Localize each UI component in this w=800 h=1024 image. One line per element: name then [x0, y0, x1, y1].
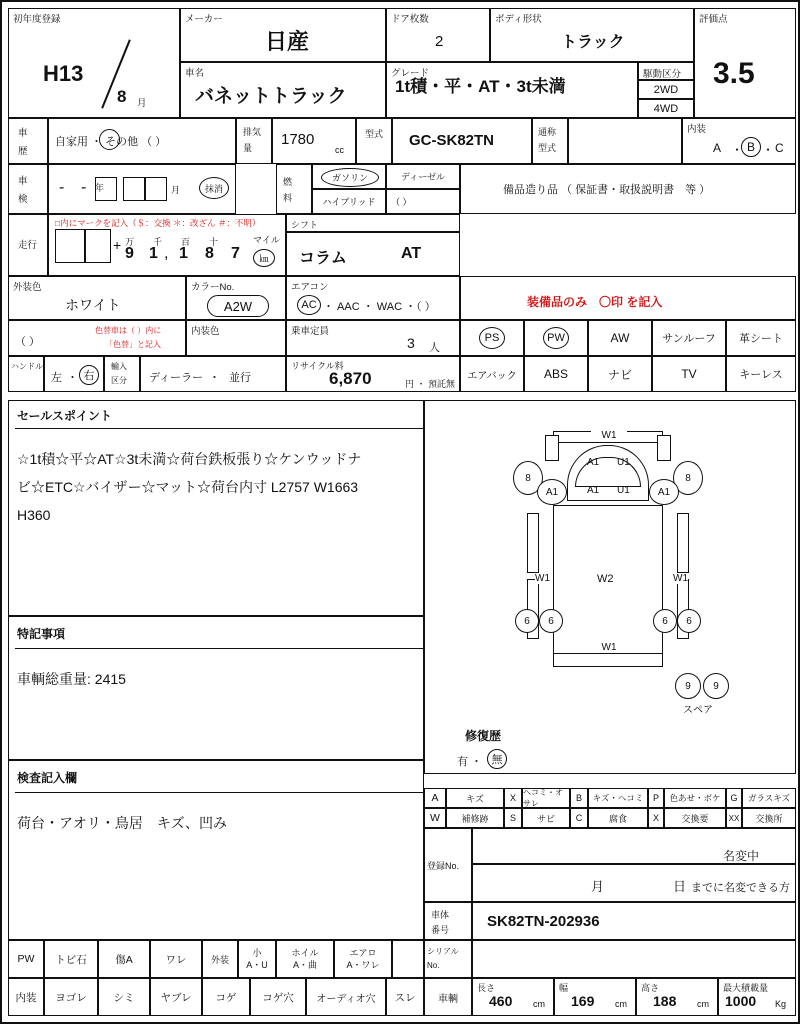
displacement-label-2: 量: [243, 143, 253, 153]
load-cell: [718, 978, 796, 1016]
diagram-wheel-fl: 8: [513, 461, 543, 495]
shaken-box-3: [145, 177, 167, 201]
color-change-paren: （ ）: [15, 336, 41, 348]
displacement-label-cell: [236, 118, 272, 164]
legend-w-val: 補修跡: [446, 808, 504, 828]
recycle-value: 6,870: [329, 369, 372, 388]
mileage-digit-4: 7: [231, 245, 240, 262]
import-value-cell: [140, 356, 286, 392]
diagram-label-w1-bottom: W1: [591, 641, 627, 653]
handle-label-1: ハンドル: [11, 362, 43, 371]
equip-keyless[interactable]: キーレス: [726, 356, 796, 392]
shaken-label-1: 車: [18, 176, 28, 187]
diagram-label-a1-2: A1: [587, 485, 600, 496]
footer-koge[interactable]: コゲ: [202, 978, 250, 1016]
chassis-label-1: 車体: [431, 910, 450, 920]
sales-point-title: セールスポイント: [17, 409, 112, 423]
mileage-note: □内にマークを記入（＄：交換 ＊：改ざん ＃：不明）: [55, 218, 261, 228]
footer-sure[interactable]: スレ: [386, 978, 424, 1016]
repair-title: 修復歴: [465, 729, 502, 743]
footer-ware[interactable]: ワレ: [150, 940, 202, 978]
shaken-label-2: 検: [18, 194, 28, 205]
diagram-panel-fl: A1: [537, 479, 567, 505]
length-unit: cm: [533, 999, 545, 1009]
interior-dot-1: ・: [731, 143, 744, 157]
footer-aero-top: エアロ: [349, 948, 377, 958]
mileage-digit-1: 1: [149, 245, 158, 262]
footer-kogeana[interactable]: コゲ穴: [250, 978, 306, 1016]
width-unit: cm: [615, 999, 627, 1009]
equipment-note: 装備品のみ 〇印 を記入: [527, 295, 663, 309]
diagram-small-l2: 6: [539, 609, 563, 633]
handle-right: 右: [79, 365, 99, 385]
footer-pw-label: PW: [8, 940, 44, 978]
legend-s-key: S: [504, 808, 522, 828]
interior-color-cell: [186, 320, 286, 356]
name-change-day: 日: [673, 879, 687, 894]
grade-value: 1t積・平・AT・3t未満: [395, 77, 566, 96]
sales-point-line-2: ビ☆ETC☆バイザー☆マット☆荷台内寸 L2757 W1663: [17, 479, 359, 495]
history-selected-circle: [99, 129, 120, 150]
legend-xx-key: XX: [726, 808, 742, 828]
diagram-side-right-panel: [677, 513, 689, 573]
diagram-small-r1: 6: [653, 609, 677, 633]
carname-value: バネットトラック: [195, 86, 347, 107]
mileage-label-1: 走行: [18, 240, 38, 251]
legend-xx-val: 交換所: [742, 808, 796, 828]
model-value: GC-SK82TN: [409, 132, 495, 149]
chassis-label-2: 番号: [431, 925, 450, 935]
shaken-dash-2: -: [81, 179, 87, 196]
exterior-color-value: ホワイト: [65, 297, 121, 313]
aircon-selected: AC: [297, 295, 321, 315]
mileage-sep-man: 万: [125, 237, 135, 247]
footer-yabure[interactable]: ヤブレ: [150, 978, 202, 1016]
shift-value: コラム: [299, 250, 347, 267]
serial-label-1: シリアル: [427, 947, 459, 956]
footer-gaisou-label: 外装: [202, 940, 238, 978]
fuel-label-1: 燃: [283, 177, 293, 187]
capacity-value: 3: [407, 335, 415, 351]
mileage-sep-sen: 千: [153, 237, 163, 247]
import-label-2: 区分: [111, 376, 127, 385]
mileage-digit-2: 1: [179, 245, 188, 262]
drive-label-cell: [638, 62, 694, 80]
mileage-sep-hyaku: 百: [181, 237, 191, 247]
footer-ext-small-top: 小: [252, 948, 262, 958]
capacity-unit: 人: [429, 342, 440, 354]
first-registration-label: 初年度登録: [13, 14, 61, 25]
fuel-gasoline: ガソリン: [321, 168, 379, 187]
doors-label: ドア枚数: [391, 14, 429, 25]
displacement-value: 1780: [281, 131, 315, 148]
doors-cell: [386, 8, 490, 62]
diagram-front-left-corner: [545, 435, 559, 461]
fuel-diesel: ディーゼル: [386, 164, 460, 189]
exterior-color-cell: [8, 276, 186, 320]
legend-x2-key: X: [648, 808, 664, 828]
mileage-label-cell: [8, 214, 48, 276]
fuel-label-cell: [276, 164, 312, 214]
diagram-spare-2: 9: [703, 673, 729, 699]
shaken-box-2: [123, 177, 145, 201]
mileage-unit-mile: マイル: [253, 235, 280, 245]
interior-dot-2: ・: [762, 143, 775, 157]
history-label-1: 車: [18, 128, 28, 139]
mileage-comma: ,: [164, 245, 169, 262]
mileage-box-0: [55, 229, 85, 263]
mileage-digit-0: 9: [125, 245, 134, 262]
fuel-gasoline-cell: [312, 164, 386, 189]
registration-label-cell: [424, 828, 472, 902]
shift-at: AT: [401, 245, 422, 262]
registration-year: H13: [43, 61, 84, 86]
diagram-label-w1-left: W1: [535, 573, 550, 584]
drive-2wd: 2WD: [638, 80, 694, 99]
inspection-title: 検査記入欄: [17, 771, 78, 785]
equip-leather[interactable]: 革シート: [726, 320, 796, 356]
mileage-box-1: [85, 229, 111, 263]
name-change-month: 月: [591, 879, 605, 894]
drive-4wd: 4WD: [638, 99, 694, 118]
interior-option-b: B: [741, 137, 761, 157]
registration-label: 登録No.: [427, 861, 460, 871]
recycle-label: リサイクル料: [291, 361, 344, 371]
legend-c-val: 腐食: [588, 808, 648, 828]
shaken-value-cell: [48, 164, 236, 214]
import-dealer: ディーラー: [149, 372, 204, 384]
model-value-cell: [392, 118, 532, 164]
accessory-text: 備品造り品 （ 保証書・取扱説明書 等 ）: [503, 184, 711, 196]
footer-wheel-top: ホイル: [291, 948, 319, 958]
aircon-label: エアコン: [291, 282, 329, 293]
diagram-side-left-panel: [527, 513, 539, 573]
diagram-small-r2: 6: [677, 609, 701, 633]
mileage-plus: +: [113, 237, 122, 253]
score-value: 3.5: [713, 57, 755, 90]
chassis-value-cell: [472, 902, 796, 940]
sales-point-line-3: H360: [17, 507, 51, 523]
footer-ext-small-bottom: A・U: [246, 960, 268, 970]
length-label: 長さ: [477, 983, 496, 993]
common-model-label-cell: [532, 118, 568, 164]
footer-kizua[interactable]: 傷A: [98, 940, 150, 978]
shaken-year-unit: 年: [95, 183, 105, 193]
footer-yogore[interactable]: ヨゴレ: [44, 978, 98, 1016]
serial-label-cell: [424, 940, 472, 978]
height-unit: cm: [697, 999, 709, 1009]
name-change-date-cell: [472, 864, 796, 902]
fuel-other: （ ）: [386, 189, 460, 214]
first-registration-cell: [8, 8, 180, 118]
length-cell: [472, 978, 554, 1016]
repair-options: 有 ・: [457, 756, 483, 768]
chassis-value: SK82TN-202936: [487, 913, 600, 930]
diagram-panel-fr: A1: [649, 479, 679, 505]
equipment-note-cell: [460, 276, 796, 320]
equip-pw-label: PW: [543, 327, 569, 349]
special-note-title: 特記事項: [17, 627, 66, 641]
diagram-label-a1-1: A1: [587, 457, 600, 468]
diagram-label-u1-1: U1: [617, 457, 630, 468]
legend-g-key: G: [726, 788, 742, 808]
maker-cell: [180, 8, 386, 62]
aircon-cell: [286, 276, 460, 320]
mileage-sep-juu: 十: [209, 237, 219, 247]
mileage-digit-3: 8: [205, 245, 214, 262]
footer-naisou-label: 内装: [8, 978, 44, 1016]
color-no-value: A2W: [207, 295, 269, 317]
import-label-cell: [104, 356, 140, 392]
maker-label: メーカー: [185, 14, 223, 25]
diagram-label-w1-right: W1: [673, 573, 688, 584]
equip-airbag[interactable]: エアバック: [460, 356, 524, 392]
load-value: 1000: [725, 993, 757, 1009]
equip-sunroof[interactable]: サンルーフ: [652, 320, 726, 356]
diagram-wheel-fr: 8: [673, 461, 703, 495]
recycle-cell: [286, 356, 460, 392]
legend-a-key: A: [424, 788, 446, 808]
common-model-label-1: 通称: [538, 127, 557, 137]
footer-aero[interactable]: [334, 940, 392, 978]
shaken-dash-1: -: [59, 179, 65, 196]
legend-w-key: W: [424, 808, 446, 828]
fuel-hybrid: ハイブリッド: [312, 189, 386, 214]
mileage-unit-km: ㎞: [253, 249, 275, 267]
displacement-unit: cc: [335, 145, 344, 155]
shaken-nashi: 抹消: [199, 177, 229, 199]
capacity-label: 乗車定員: [291, 326, 330, 337]
equip-pw[interactable]: [524, 320, 588, 356]
color-no-cell: [186, 276, 286, 320]
import-dot: ・: [209, 372, 220, 384]
registration-month-unit: 月: [137, 98, 147, 109]
carname-cell: [180, 62, 386, 118]
height-label: 高さ: [641, 983, 660, 993]
shaken-month-unit: 月: [171, 185, 181, 195]
score-label: 評価点: [699, 14, 728, 25]
shift-label: シフト: [291, 220, 319, 230]
interior-color-label: 内装色: [191, 326, 220, 337]
special-note-line-1: 車輌総重量: 2415: [17, 671, 126, 687]
legend-x-val: ヘコミ・オサレ: [522, 788, 570, 808]
width-cell: [554, 978, 636, 1016]
footer-wheel-bottom: A・曲: [292, 960, 317, 970]
serial-label-2: No.: [427, 961, 440, 970]
capacity-cell: [286, 320, 460, 356]
footer-tobiishi[interactable]: トビ石: [44, 940, 98, 978]
footer-blank-1: [392, 940, 424, 978]
chassis-label-cell: [424, 902, 472, 940]
interior-option-c: C: [775, 141, 784, 155]
load-unit: Kg: [775, 999, 787, 1009]
footer-audio-ana[interactable]: オーディオ穴: [306, 978, 386, 1016]
common-model-label-2: 型式: [538, 143, 557, 153]
interior-cell: [682, 118, 796, 164]
handle-value-cell: [44, 356, 104, 392]
vehicle-diagram: [424, 400, 796, 774]
displacement-label-1: 排気: [243, 127, 262, 137]
name-change-tail: までに名変できる方: [691, 882, 790, 894]
displacement-value-cell: [272, 118, 356, 164]
legend-p-val: 色あせ・ボケ: [664, 788, 726, 808]
interior-label: 内装: [687, 124, 707, 135]
body-type-value: トラック: [561, 34, 625, 51]
inspection-cell: [8, 760, 424, 940]
length-value: 460: [489, 993, 513, 1009]
diagram-label-w2: W2: [597, 573, 614, 585]
shift-value-cell: [286, 232, 460, 276]
diagram-label-u1-2: U1: [617, 485, 630, 496]
equip-ps[interactable]: [460, 320, 524, 356]
equip-navi[interactable]: ナビ: [588, 356, 652, 392]
legend-g-val: ガラスキズ: [742, 788, 796, 808]
footer-ext-small[interactable]: [238, 940, 276, 978]
diagram-small-l1: 6: [515, 609, 539, 633]
grade-cell: [386, 62, 638, 118]
doors-value: 2: [435, 33, 444, 50]
history-value: 自家用 ・ その他 （ ）: [55, 136, 167, 148]
repair-selected: 無: [487, 749, 507, 769]
import-parallel: 並行: [229, 372, 251, 384]
color-no-label: カラーNo.: [191, 282, 235, 293]
history-label-cell: [8, 118, 48, 164]
width-label: 幅: [559, 983, 569, 993]
width-value: 169: [571, 993, 595, 1009]
legend-p-key: P: [648, 788, 664, 808]
equip-abs[interactable]: ABS: [524, 356, 588, 392]
handle-label-cell: [8, 356, 44, 392]
aircon-options: ・ AAC ・ WAC ・（ ）: [323, 301, 436, 313]
height-value: 188: [653, 993, 677, 1009]
body-type-label: ボディ形状: [495, 14, 542, 25]
special-note-cell: [8, 616, 424, 760]
drive-label: 駆動区分: [643, 69, 682, 80]
dims-label: 車輌: [424, 978, 472, 1016]
model-label-cell: [356, 118, 392, 164]
legend-s-val: サビ: [522, 808, 570, 828]
accessory-cell: [460, 164, 796, 214]
diagram-rear-panel: [553, 653, 663, 667]
legend-x2-val: 交換要: [664, 808, 726, 828]
equip-tv[interactable]: TV: [652, 356, 726, 392]
body-type-cell: [490, 8, 694, 62]
registration-month: 8: [117, 87, 127, 106]
legend-x-key: X: [504, 788, 522, 808]
footer-aero-bottom: A・ワレ: [346, 960, 380, 970]
handle-dot: ・: [67, 372, 78, 384]
recycle-unit: 円 ・ 預託無: [405, 379, 456, 389]
handle-left: 左: [51, 372, 62, 384]
score-cell: [694, 8, 796, 118]
carname-label: 車名: [185, 68, 205, 79]
shaken-label-cell: [8, 164, 48, 214]
common-model-value-cell: [568, 118, 682, 164]
grade-label: グレード: [391, 68, 430, 79]
equip-ps-label: PS: [479, 327, 505, 349]
interior-option-a: A: [713, 141, 722, 155]
fuel-label-2: 料: [283, 193, 293, 203]
mileage-value-cell: [48, 214, 286, 276]
sales-point-line-1: ☆1t積☆平☆AT☆3t未満☆荷台鉄板張り☆ケンウッドナ: [17, 451, 362, 467]
diagram-label-w1-top: W1: [591, 429, 627, 441]
color-change-note-1: 色替車は（ ）内に: [95, 326, 162, 335]
inspection-line-1: 荷台・アオリ・鳥居 キズ、凹み: [17, 815, 227, 831]
serial-value-cell: [472, 940, 796, 978]
import-label-1: 輸入: [111, 362, 127, 371]
legend-a-val: キズ: [446, 788, 504, 808]
load-label: 最大積載量: [723, 983, 769, 993]
model-label-1: 型式: [365, 129, 384, 139]
legend-b-val: キズ・ヘコミ: [588, 788, 648, 808]
color-change-note-2: 「色替」と記入: [105, 340, 161, 349]
history-value-cell: [48, 118, 236, 164]
height-cell: [636, 978, 718, 1016]
equip-aw[interactable]: AW: [588, 320, 652, 356]
legend-b-key: B: [570, 788, 588, 808]
diagram-front-right-corner: [657, 435, 671, 461]
color-change-cell: [8, 320, 186, 356]
exterior-color-label: 外装色: [13, 282, 42, 293]
diagram-spare-1: 9: [675, 673, 701, 699]
name-change-cell: [472, 828, 796, 864]
history-label-2: 歴: [18, 146, 28, 157]
footer-wheel[interactable]: [276, 940, 334, 978]
shift-label-cell: [286, 214, 460, 232]
name-change-label: 名変中: [723, 849, 760, 863]
diagram-spare-label: スペア: [683, 705, 713, 716]
sales-point-cell: [8, 400, 424, 616]
footer-shimi[interactable]: シミ: [98, 978, 150, 1016]
maker-value: 日産: [265, 29, 310, 54]
legend-c-key: C: [570, 808, 588, 828]
